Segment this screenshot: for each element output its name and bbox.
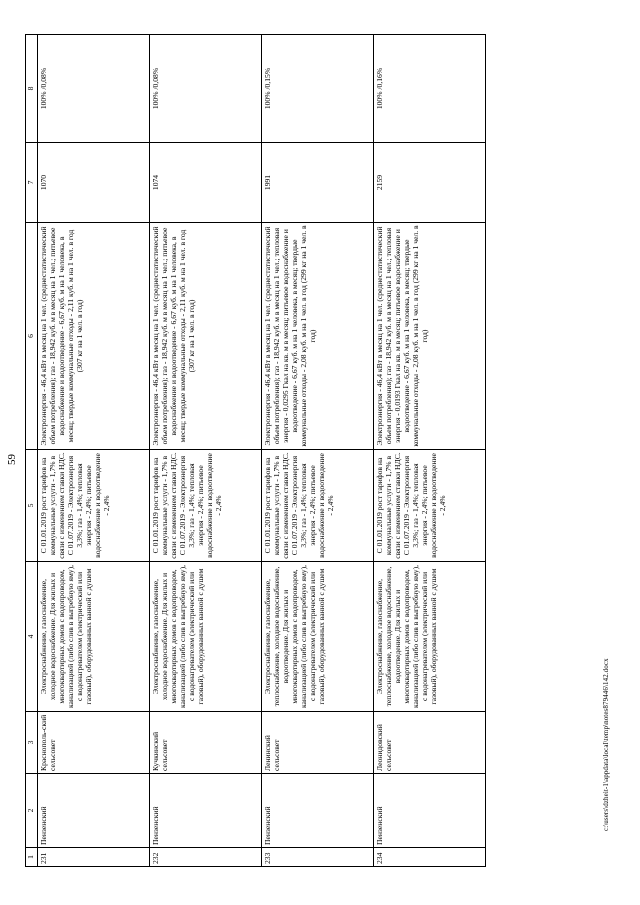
- header-col-3: 3: [26, 712, 38, 774]
- population-count-cell: 1991: [262, 143, 374, 223]
- population-count-cell: 1074: [150, 143, 262, 223]
- district-cell: Пензенский: [262, 774, 374, 848]
- row-number: 232: [150, 848, 262, 867]
- row-number: 234: [374, 848, 486, 867]
- percent-cell: 100% /0,08%: [38, 35, 150, 143]
- consumption-norms-cell: Электроэнергия - 46,4 кВт в месяц на 1 чел. (среднестатистический объем потребления); газ - 18,942 куб. м в месяц на 1 чел.; питьевое водоснабжение и водоотведение - 6,67 куб. м на 1 человека, в месяц; твердые коммунальные отходы - 2,11 куб. м на 1 чел. в год (307 кг на 1 чел. в год): [150, 223, 262, 450]
- services-cell: Электроснабжение, газоснабжение, теплоснабжение, холодное водоснабжение, водоотведение. Для жилых и многоквартирных домов с водопроводом, канализацией (либо слив в выгребную яму), с водонагревателем (электрический или газовый), оборудованных ванной с душем: [262, 562, 374, 712]
- header-col-7: 7: [26, 143, 38, 223]
- footer-file-path: c:\users\dzheit-1\appdata\local\temp\notes879446\142.docx: [602, 658, 610, 831]
- council-cell: Кучкинский сельсовет: [150, 712, 262, 774]
- percent-cell: 100% /0,15%: [262, 35, 374, 143]
- services-cell: Электроснабжение, газоснабжение, холодное водоснабжение. Для жилых и многоквартирных домов с водопроводом, канализацией (либо слив в выгребную яму), с водонагревателем (электрический или газовый), оборудованных ванной с душем: [150, 562, 262, 712]
- tariff-growth-cell: С 01.01.2019 рост тарифов на коммунальные услуги - 1,7% в связи с изменением ставки НДС. С 01.07.2019 - Электроэнергия 3,3%; газ - 1,4%; тепловая энергия - 2,4%; питьевое водоснабжение и водоотведение - 2,4%: [38, 450, 150, 562]
- percent-cell: 100% /0,08%: [150, 35, 262, 143]
- header-col-6: 6: [26, 223, 38, 450]
- population-count-cell: 2159: [374, 143, 486, 223]
- header-col-4: 4: [26, 562, 38, 712]
- population-count-cell: 1070: [38, 143, 150, 223]
- header-col-5: 5: [26, 450, 38, 562]
- percent-cell: 100% /0,16%: [374, 35, 486, 143]
- council-cell: Краснополь-ский сельсовет: [38, 712, 150, 774]
- table-row: [150, 35, 262, 867]
- row-number: 231: [38, 848, 150, 867]
- header-col-2: 2: [26, 774, 38, 848]
- row-number: 233: [262, 848, 374, 867]
- header-row: [26, 35, 38, 867]
- consumption-norms-cell: Электроэнергия - 46,4 кВт в месяц на 1 чел. (среднестатистический объем потребления); газ - 18,942 куб. м в месяц на 1 чел.; тепловая энергия - 0,0295 Гкал на кв. м в месяц; питьевое водоснабжение и водоотведение - 6,67 куб. м на 1 человека, в месяц; твердые коммунальные отходы - 2,08 куб. м на 1 чел. в год (299 кг на 1 чел. в год): [262, 223, 374, 450]
- consumption-norms-cell: Электроэнергия - 46,4 кВт в месяц на 1 чел. (среднестатистический объем потребления); газ - 18,942 куб. м в месяц на 1 чел.; тепловая энергия - 0,0193 Гкал на кв. м в месяц; питьевое водоснабжение и водоотведение - 6,67 куб. м на 1 человека, в месяц; твердые коммунальные отходы - 2,08 куб. м на 1 чел. в год (299 кг на 1 чел. в год): [374, 223, 486, 450]
- header-col-8: 8: [26, 35, 38, 143]
- consumption-norms-cell: Электроэнергия - 46,4 кВт в месяц на 1 чел. (среднестатистический объем потребления); газ - 18,942 куб. м в месяц на 1 чел.; питьевое водоснабжение и водоотведение - 6,67 куб. м на 1 человека, в месяц; твердые коммунальные отходы - 2,11 куб. м на 1 чел. в год (307 кг на 1 чел. в год): [38, 223, 150, 450]
- council-cell: Леонидовский сельсовет: [374, 712, 486, 774]
- council-cell: Ленинский сельсовет: [262, 712, 374, 774]
- page-number: 59: [6, 454, 18, 465]
- table-row: [38, 35, 150, 867]
- district-cell: Пензенский: [38, 774, 150, 848]
- table-row: [374, 35, 486, 867]
- tariff-table: [25, 34, 486, 867]
- tariff-growth-cell: С 01.01.2019 рост тарифов на коммунальные услуги - 1,7% в связи с изменением ставки НДС. С 01.07.2019 - Электроэнергия 3,3%; газ - 1,4%; тепловая энергия - 2,4%; питьевое водоснабжение и водоотведение - 2,4%: [150, 450, 262, 562]
- district-cell: Пензенский: [374, 774, 486, 848]
- district-cell: Пензенский: [150, 774, 262, 848]
- header-col-1: 1: [26, 848, 38, 867]
- table-row: [262, 35, 374, 867]
- services-cell: Электроснабжение, газоснабжение, теплоснабжение, холодное водоснабжение, водоотведение. Для жилых и многоквартирных домов с водопроводом, канализацией (либо слив в выгребную яму), с водонагревателем (электрический или газовый), оборудованных ванной с душем: [374, 562, 486, 712]
- tariff-growth-cell: С 01.01.2019 рост тарифов на коммунальные услуги - 1,7% в связи с изменением ставки НДС. С 01.07.2019 - Электроэнергия 3,3%; газ - 1,4%; тепловая энергия - 2,4%; питьевое водоснабжение и водоотведение - 2,4%: [374, 450, 486, 562]
- services-cell: Электроснабжение, газоснабжение, холодное водоснабжение. Для жилых и многоквартирных домов с водопроводом, канализацией (либо слив в выгребную яму), с водонагревателем (электрический или газовый), оборудованных ванной с душем: [38, 562, 150, 712]
- tariff-growth-cell: С 01.01.2019 рост тарифов на коммунальные услуги - 1,7% в связи с изменением ставки НДС. С 01.07.2019 - Электроэнергия 3,3%; газ - 1,4%; тепловая энергия - 2,4%; питьевое водоснабжение и водоотведение - 2,4%: [262, 450, 374, 562]
